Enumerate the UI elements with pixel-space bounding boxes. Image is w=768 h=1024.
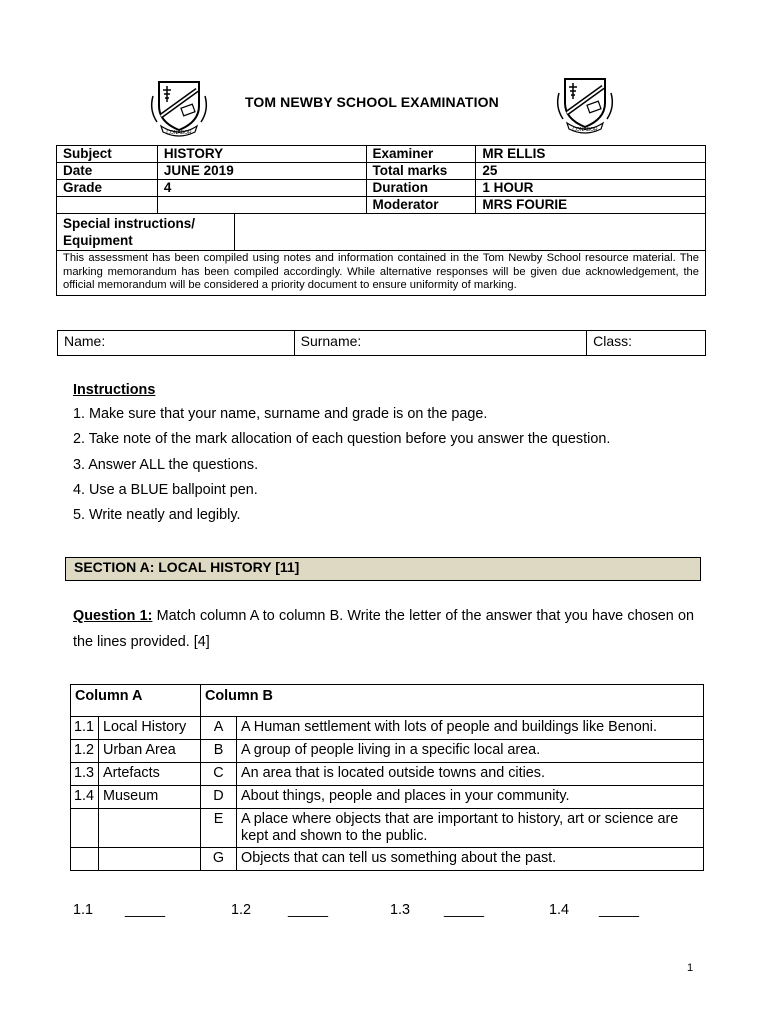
instruction-item: 4. Use a BLUE ballpoint pen. — [73, 481, 258, 498]
grade-value: 4 — [157, 180, 366, 197]
matching-table — [70, 684, 704, 871]
answer-blank[interactable]: _____ — [288, 902, 329, 918]
answer-1-2 — [231, 902, 328, 918]
class-label: Class: — [593, 333, 633, 349]
row-letter: D — [201, 786, 237, 809]
duration-value: 1 HOUR — [476, 180, 706, 197]
moderator-label: Moderator — [366, 197, 476, 214]
table-row — [71, 740, 704, 763]
row-term: Local History — [99, 717, 201, 740]
special-instructions-label — [57, 214, 235, 251]
column-b-header: Column B — [201, 685, 704, 717]
row-description: An area that is located outside towns and cities. — [237, 763, 704, 786]
date-value: JUNE 2019 — [157, 163, 366, 180]
row-letter: E — [201, 809, 237, 848]
instructions-block — [73, 381, 610, 528]
row-term: Museum — [99, 786, 201, 809]
school-crest-right-logo — [553, 73, 617, 137]
table-row — [71, 848, 704, 871]
instruction-item: 3. Answer ALL the questions. — [73, 456, 259, 473]
answer-1-3 — [390, 902, 484, 918]
subject-label: Subject — [57, 146, 158, 163]
total-marks-value: 25 — [476, 163, 706, 180]
row-letter: C — [201, 763, 237, 786]
instruction-item: 5. Write neatly and legibly. — [73, 507, 241, 524]
exam-info-table — [56, 145, 706, 296]
answer-1-1 — [73, 902, 165, 918]
row-description: Objects that can tell us something about the past. — [237, 848, 704, 871]
row-number: 1.1 — [71, 717, 99, 740]
school-crest-left-logo — [147, 76, 211, 140]
row-term: Artefacts — [99, 763, 201, 786]
svg-text:CONABOR: CONABOR — [572, 127, 598, 133]
instruction-item: 2. Take note of the mark allocation of each question before you answer the question. — [73, 431, 611, 448]
special-label-line2: Equipment — [63, 233, 133, 248]
answer-blank[interactable]: _____ — [444, 902, 485, 918]
question-1-text: Match column A to column B. Write the letter of the answer that you have chosen on the lines provided. [4] — [73, 608, 695, 650]
row-term: Urban Area — [99, 740, 201, 763]
assessment-note: This assessment has been compiled using notes and information contained in the Tom Newby School resource material. The marking memorandum has been compiled accordingly. While alternative responses will be given due acknowledgement, the official memorandum will be considered a priority document to ensure uniformity of marking. — [57, 251, 706, 296]
row-term — [99, 809, 201, 848]
instructions-heading: Instructions — [73, 382, 156, 398]
row-letter: A — [201, 717, 237, 740]
row-number: 1.4 — [71, 786, 99, 809]
row-term — [99, 848, 201, 871]
surname-field[interactable] — [294, 331, 587, 356]
question-1-label: Question 1: — [73, 608, 153, 624]
grade-label: Grade — [57, 180, 158, 197]
empty-cell — [157, 197, 366, 214]
svg-text:CONABOR: CONABOR — [166, 130, 192, 136]
surname-label: Surname: — [300, 333, 362, 349]
examiner-value: MR ELLIS — [476, 146, 706, 163]
answer-blank[interactable]: _____ — [599, 902, 640, 918]
answer-number: 1.2 — [231, 902, 252, 918]
row-description: About things, people and places in your community. — [237, 786, 704, 809]
row-number — [71, 809, 99, 848]
row-number: 1.3 — [71, 763, 99, 786]
table-row — [71, 717, 704, 740]
date-label: Date — [57, 163, 158, 180]
special-instructions-value — [234, 214, 705, 251]
duration-label: Duration — [366, 180, 476, 197]
question-1-prompt — [73, 604, 694, 655]
row-letter: B — [201, 740, 237, 763]
name-label: Name: — [64, 333, 106, 349]
answer-blank[interactable]: _____ — [125, 902, 166, 918]
examiner-label: Examiner — [366, 146, 476, 163]
page-number: 1 — [687, 962, 694, 974]
table-row — [71, 809, 704, 848]
answer-number: 1.1 — [73, 902, 94, 918]
row-description: A place where objects that are important to history, art or science are kept and shown to the public. — [237, 809, 704, 848]
answer-number: 1.3 — [390, 902, 411, 918]
class-field[interactable] — [587, 331, 706, 356]
row-description: A Human settlement with lots of people and buildings like Benoni. — [237, 717, 704, 740]
student-details-table — [57, 330, 706, 356]
column-a-header: Column A — [71, 685, 201, 717]
table-row — [71, 763, 704, 786]
subject-value: HISTORY — [157, 146, 366, 163]
moderator-value: MRS FOURIE — [476, 197, 706, 214]
answer-number: 1.4 — [549, 902, 570, 918]
section-a-heading: SECTION A: LOCAL HISTORY [11] — [65, 557, 701, 581]
special-label-line1: Special instructions/ — [63, 216, 196, 231]
answer-1-4 — [549, 902, 639, 918]
row-letter: G — [201, 848, 237, 871]
total-marks-label: Total marks — [366, 163, 476, 180]
row-number: 1.2 — [71, 740, 99, 763]
empty-cell — [57, 197, 158, 214]
table-row — [71, 786, 704, 809]
name-field[interactable] — [58, 331, 295, 356]
exam-title: TOM NEWBY SCHOOL EXAMINATION — [245, 94, 499, 110]
row-description: A group of people living in a specific local area. — [237, 740, 704, 763]
row-number — [71, 848, 99, 871]
instruction-item: 1. Make sure that your name, surname and grade is on the page. — [73, 406, 488, 422]
